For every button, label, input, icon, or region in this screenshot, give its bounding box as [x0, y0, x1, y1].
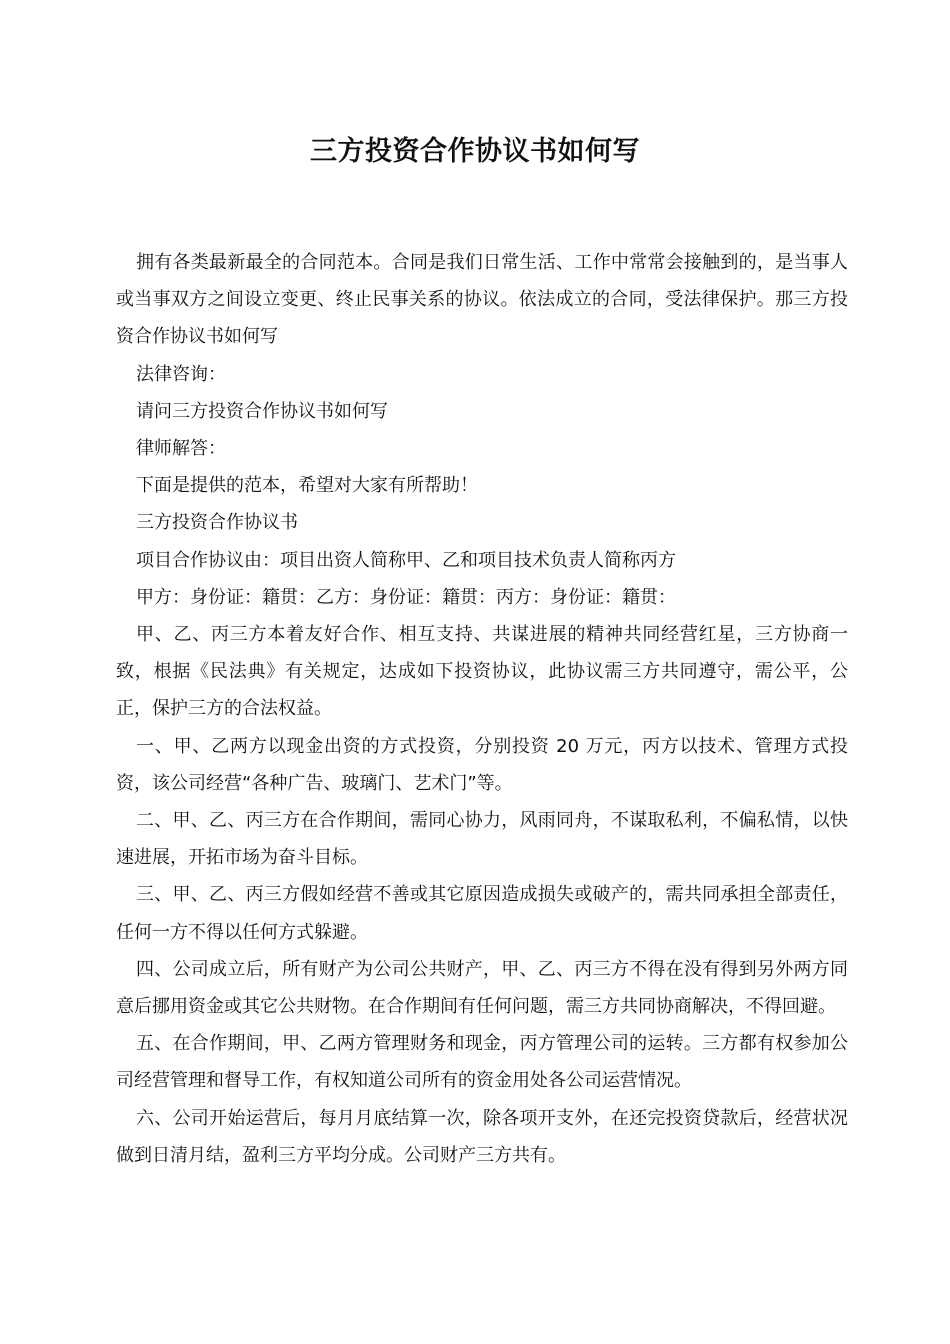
paragraph-clause-1: 一、甲、乙两方以现金出资的方式投资，分别投资 20 万元，丙方以技术、管理方式投资，该公司经营“各种广告、玻璃门、艺术门”等。	[116, 735, 848, 794]
paragraph-agreement-title: 三方投资合作协议书	[136, 512, 298, 534]
paragraph-intro: 拥有各类最新最全的合同范本。合同是我们日常生活、工作中常常会接触到的，是当事人或当事双方之间设立变更、终止民事关系的协议。依法成立的合同，受法律保护。那三方投资合作协议书如何写	[116, 252, 848, 348]
paragraph-clause-3: 三、甲、乙、丙三方假如经营不善或其它原因造成损失或破产的，需共同承担全部责任，任何一方不得以任何方式躲避。	[116, 884, 848, 943]
document-body	[116, 244, 848, 1174]
paragraph-answer-label: 律师解答：	[136, 438, 226, 460]
paragraph-answer-intro: 下面是提供的范本，希望对大家有所帮助！	[136, 475, 478, 497]
document-title: 三方投资合作协议书如何写	[310, 136, 640, 167]
paragraph-clause-2: 二、甲、乙、丙三方在合作期间，需同心协力，风雨同舟，不谋取私利，不偏私情，以快速进展，开拓市场为奋斗目标。	[116, 810, 848, 869]
paragraph-parties-ids: 甲方：身份证：籍贯：乙方：身份证：籍贯：丙方：身份证：籍贯：	[136, 586, 676, 608]
paragraph-clause-4: 四、公司成立后，所有财产为公司公共财产，甲、乙、丙三方不得在没有得到另外两方同意后挪用资金或其它公共财物。在合作期间有任何问题，需三方共同协商解决，不得回避。	[116, 958, 848, 1018]
paragraph-preamble: 甲、乙、丙三方本着友好合作、相互支持、共谋进展的精神共同经营红星，三方协商一致，根据《民法典》有关规定，达成如下投资协议，此协议需三方共同遵守，需公平，公正，保护三方的合法权益。	[116, 624, 848, 720]
paragraph-clause-5: 五、在合作期间，甲、乙两方管理财务和现金，丙方管理公司的运转。三方都有权参加公司经营管理和督导工作，有权知道公司所有的资金用处各公司运营情况。	[116, 1033, 848, 1092]
paragraph-parties-intro: 项目合作协议由：项目出资人简称甲、乙和项目技术负责人简称丙方	[136, 549, 676, 571]
paragraph-clause-6: 六、公司开始运营后，每月月底结算一次，除各项开支外，在还完投资贷款后，经营状况做到日清月结，盈利三方平均分成。公司财产三方共有。	[116, 1107, 848, 1166]
paragraph-consult-label: 法律咨询：	[136, 363, 226, 385]
paragraph-question: 请问三方投资合作协议书如何写	[136, 400, 388, 422]
